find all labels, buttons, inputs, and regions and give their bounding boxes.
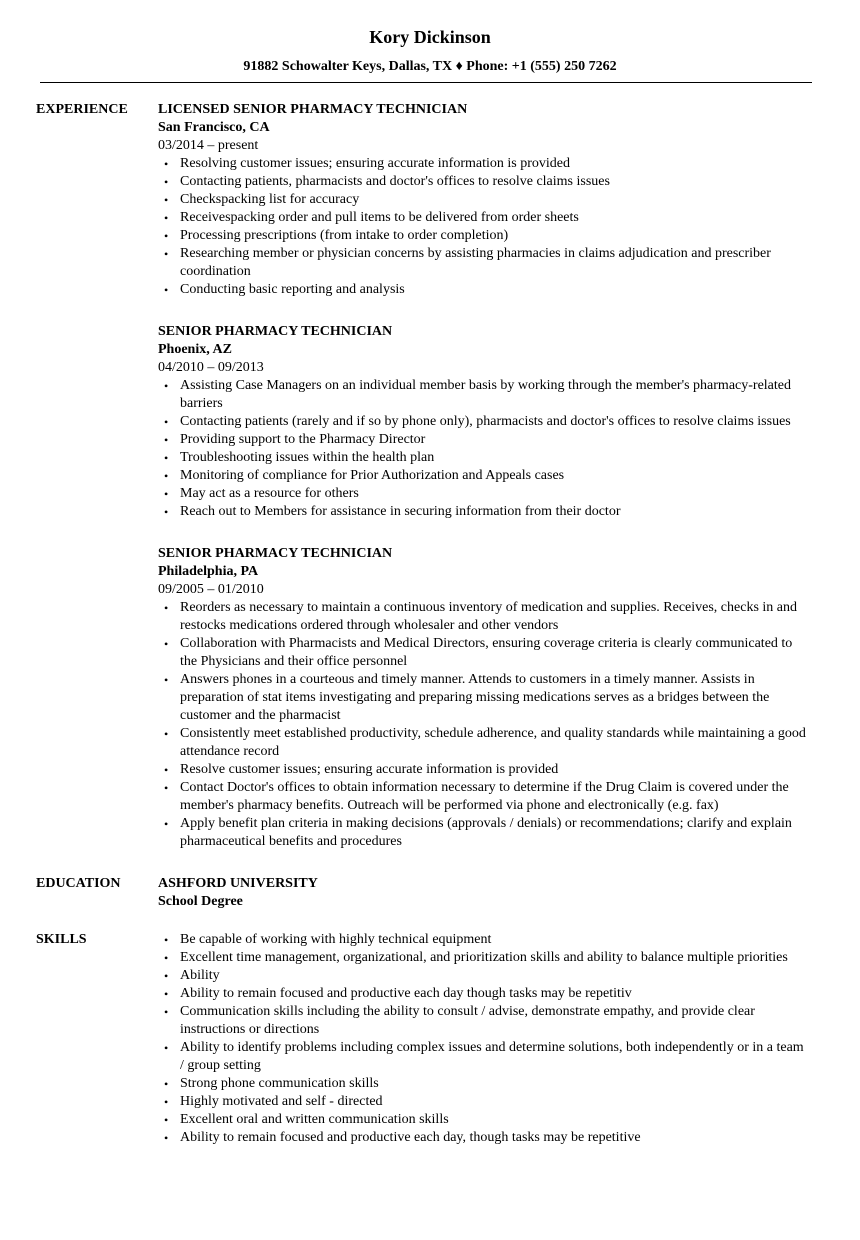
skills-heading: SKILLS (36, 932, 87, 947)
job-bullet-text: Apply benefit plan criteria in making decisions (approvals / denials) or recommendations; clarify and explain pharmaceutical benefits and procedures (180, 816, 792, 849)
bullet-icon: • (164, 673, 169, 687)
job-bullet (158, 377, 808, 413)
job-bullet-list (158, 155, 808, 299)
job-bullet (158, 485, 808, 503)
skill-item (158, 1039, 808, 1075)
experience-heading: EXPERIENCE (36, 102, 128, 117)
job-bullet (158, 467, 808, 485)
bullet-icon: • (164, 469, 169, 483)
job-bullet-text: Researching member or physician concerns by assisting pharmacies in claims adjudication and prescriber coordination (180, 246, 771, 279)
job-bullet-text: Consistently meet established productivity, schedule adherence, and quality standards while maintaining a good attendance record (180, 726, 806, 759)
bullet-icon: • (164, 487, 169, 501)
bullet-icon: • (164, 969, 169, 983)
job-location: Phoenix, AZ (158, 342, 232, 357)
job-bullet (158, 815, 808, 851)
bullet-icon: • (164, 211, 169, 225)
bullet-icon: • (164, 781, 169, 795)
skill-text: Ability to identify problems including complex issues and determine solutions, both independently or in a team / group setting (180, 1040, 804, 1073)
job-bullet-text: Answers phones in a courteous and timely manner. Attends to customers in a timely manner. Assists in preparation of stat items investigating and preparing missing medications serves as a bridges between the customer and the pharmacist (180, 672, 770, 723)
education-heading: EDUCATION (36, 876, 121, 891)
job-bullet-text: Providing support to the Pharmacy Director (180, 432, 426, 447)
bullet-icon: • (164, 193, 169, 207)
job-bullet (158, 281, 808, 299)
bullet-icon: • (164, 229, 169, 243)
job-bullet-text: Reach out to Members for assistance in securing information from their doctor (180, 504, 621, 519)
candidate-name: Kory Dickinson (369, 27, 491, 47)
bullet-icon: • (164, 817, 169, 831)
skill-text: Ability (180, 968, 220, 983)
job-bullet (158, 155, 808, 173)
bullet-icon: • (164, 283, 169, 297)
bullet-icon: • (164, 987, 169, 1001)
education-body (158, 875, 808, 911)
bullet-icon: • (164, 933, 169, 947)
job-dates: 03/2014 – present (158, 138, 259, 153)
skill-text: Be capable of working with highly technical equipment (180, 932, 492, 947)
job-bullet-text: Receivespacking order and pull items to be delivered from order sheets (180, 210, 579, 225)
bullet-icon: • (164, 637, 169, 651)
bullet-icon: • (164, 1041, 169, 1055)
skills-list (158, 931, 808, 1147)
bullet-icon: • (164, 1131, 169, 1145)
skill-text: Strong phone communication skills (180, 1076, 379, 1091)
degree: School Degree (158, 894, 243, 909)
bullet-icon: • (164, 505, 169, 519)
bullet-icon: • (164, 727, 169, 741)
education-section (36, 875, 808, 911)
skill-text: Highly motivated and self - directed (180, 1094, 383, 1109)
job-location: Philadelphia, PA (158, 564, 259, 579)
job-bullet-text: Processing prescriptions (from intake to order completion) (180, 228, 509, 243)
job-location: San Francisco, CA (158, 120, 270, 135)
job-bullet-text: Contacting patients, pharmacists and doctor's offices to resolve claims issues (180, 174, 610, 189)
experience-section (36, 101, 808, 851)
skill-text: Excellent oral and written communication skills (180, 1112, 449, 1127)
job-bullet (158, 725, 808, 761)
bullet-icon: • (164, 451, 169, 465)
bullet-icon: • (164, 601, 169, 615)
bullet-icon: • (164, 1113, 169, 1127)
job-bullet-text: Checkspacking list for accuracy (180, 192, 360, 207)
skill-text: Communication skills including the ability to consult / advise, demonstrate empathy, and provide clear instructions or directions (180, 1004, 755, 1037)
job-bullet-text: Contact Doctor's offices to obtain information necessary to determine if the Drug Claim is covered under the member's pharmacy benefits. Outreach will be performed via phone and electronically (e.g. fax) (180, 780, 789, 813)
skill-item (158, 1075, 808, 1093)
bullet-icon: • (164, 415, 169, 429)
job-entry (158, 545, 808, 851)
experience-body (158, 101, 808, 851)
job-bullet-text: Resolve customer issues; ensuring accurate information is provided (180, 762, 559, 777)
bullet-icon: • (164, 1095, 169, 1109)
bullet-icon: • (164, 1077, 169, 1091)
job-bullet (158, 671, 808, 725)
job-bullet (158, 761, 808, 779)
job-bullet-text: Conducting basic reporting and analysis (180, 282, 405, 297)
skill-text: Ability to remain focused and productive each day, though tasks may be repetitive (180, 1130, 641, 1145)
job-bullet (158, 503, 808, 521)
bullet-icon: • (164, 1005, 169, 1019)
skill-item (158, 1129, 808, 1147)
skill-item (158, 1111, 808, 1129)
job-bullet-text: Monitoring of compliance for Prior Authorization and Appeals cases (180, 468, 565, 483)
job-bullet (158, 209, 808, 227)
school-name: ASHFORD UNIVERSITY (158, 876, 318, 891)
skill-item (158, 931, 808, 949)
job-bullet-text: Reorders as necessary to maintain a continuous inventory of medication and supplies. Receives, checks in and restocks medications ordered through wholesaler and other vendors (180, 600, 797, 633)
job-bullet (158, 227, 808, 245)
job-bullet (158, 245, 808, 281)
job-bullet-text: Collaboration with Pharmacists and Medical Directors, ensuring coverage criteria is clearly communicated to the Physicians and their office personnel (180, 636, 793, 669)
bullet-icon: • (164, 379, 169, 393)
job-title: SENIOR PHARMACY TECHNICIAN (158, 324, 393, 339)
bullet-icon: • (164, 247, 169, 261)
bullet-icon: • (164, 763, 169, 777)
job-bullet-text: Contacting patients (rarely and if so by phone only), pharmacists and doctor's offices to resolve claims issues (180, 414, 791, 429)
bullet-icon: • (164, 433, 169, 447)
skill-item (158, 967, 808, 985)
job-bullet-text: May act as a resource for others (180, 486, 359, 501)
job-bullet (158, 635, 808, 671)
job-title: LICENSED SENIOR PHARMACY TECHNICIAN (158, 102, 468, 117)
job-bullet (158, 173, 808, 191)
job-dates: 09/2005 – 01/2010 (158, 582, 264, 597)
skills-body (158, 931, 808, 1147)
job-entry (158, 101, 808, 299)
job-entry (158, 323, 808, 521)
skill-text: Excellent time management, organizational, and prioritization skills and ability to balance multiple priorities (180, 950, 788, 965)
bullet-icon: • (164, 951, 169, 965)
job-dates: 04/2010 – 09/2013 (158, 360, 264, 375)
bullet-icon: • (164, 157, 169, 171)
job-bullet (158, 779, 808, 815)
job-bullet (158, 191, 808, 209)
job-bullet-text: Resolving customer issues; ensuring accurate information is provided (180, 156, 570, 171)
job-bullet-list (158, 599, 808, 851)
skill-item (158, 1003, 808, 1039)
job-bullet (158, 413, 808, 431)
job-bullet-text: Troubleshooting issues within the health plan (180, 450, 435, 465)
job-bullet (158, 449, 808, 467)
skills-section (36, 931, 808, 1147)
skill-text: Ability to remain focused and productive each day though tasks may be repetitiv (180, 986, 632, 1001)
header-divider (40, 82, 812, 83)
job-bullet (158, 431, 808, 449)
job-bullet-text: Assisting Case Managers on an individual member basis by working through the member's pharmacy-related barriers (180, 378, 791, 411)
job-bullet (158, 599, 808, 635)
skill-item (158, 949, 808, 967)
bullet-icon: • (164, 175, 169, 189)
skill-item (158, 985, 808, 1003)
contact-line: 91882 Schowalter Keys, Dallas, TX ♦ Phone: +1 (555) 250 7262 (243, 59, 617, 74)
job-bullet-list (158, 377, 808, 521)
job-title: SENIOR PHARMACY TECHNICIAN (158, 546, 393, 561)
skill-item (158, 1093, 808, 1111)
